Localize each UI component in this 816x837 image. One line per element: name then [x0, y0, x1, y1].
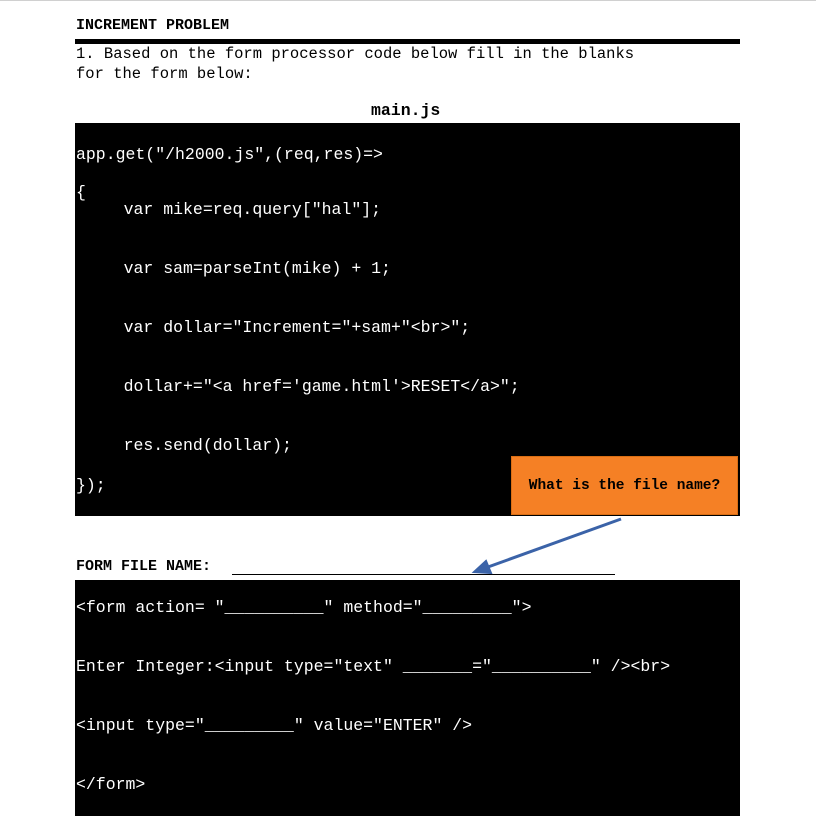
- code-line: var mike=req.query["hal"];: [84, 200, 382, 219]
- code-line: var dollar="Increment="+sam+"<br>";: [84, 318, 471, 337]
- code-line: </form>: [76, 775, 146, 794]
- code-line: <input type="_________" value="ENTER" />: [76, 716, 473, 735]
- problem-title: INCREMENT PROBLEM: [76, 17, 230, 34]
- file-name-callout: What is the file name?: [511, 456, 738, 515]
- code-line: Enter Integer:<input type="text" _______="__________" /><br>: [76, 657, 671, 676]
- form-code-block: [75, 580, 740, 816]
- code-line: });: [76, 476, 106, 495]
- code-line: res.send(dollar);: [84, 436, 292, 455]
- code-line: var sam=parseInt(mike) + 1;: [84, 259, 391, 278]
- code-line: <form action= "__________" method="_________">: [76, 598, 532, 617]
- code-filename: main.js: [371, 101, 441, 120]
- instructions: 1. Based on the form processor code below fill in the blanks for the form below:: [76, 45, 635, 83]
- code-line: {: [76, 183, 86, 202]
- form-file-name-label: FORM FILE NAME:: [76, 558, 212, 575]
- code-line: dollar+="<a href='game.html'>RESET</a>";: [84, 377, 520, 396]
- code-line: app.get("/h2000.js",(req,res)=>: [76, 145, 383, 164]
